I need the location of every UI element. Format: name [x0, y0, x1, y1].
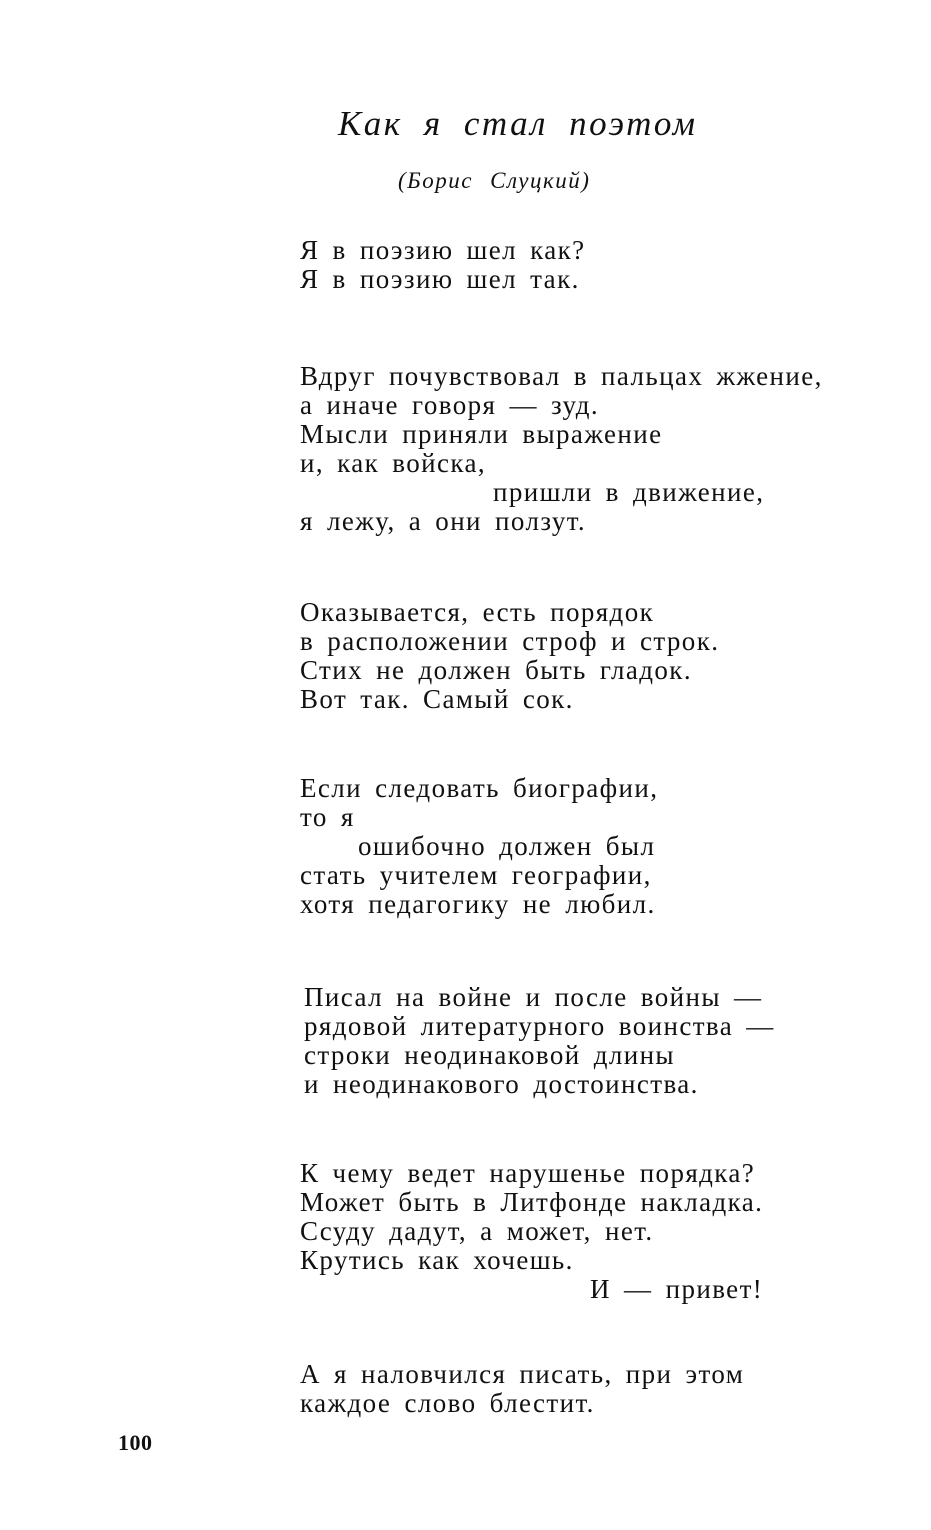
poem-line: И — привет!	[590, 1274, 764, 1304]
stanza-4	[300, 774, 900, 919]
stanza-1	[300, 236, 900, 294]
poem-line: Крутись как хочешь.	[300, 1245, 574, 1275]
poem-line: хотя педагогику не любил.	[300, 889, 656, 919]
poem-line: А я наловчился писать, при этом	[300, 1359, 745, 1389]
stanza-5	[304, 983, 900, 1099]
poem-line: Оказывается, есть порядок	[300, 597, 655, 627]
poem-line: в расположении строф и строк.	[300, 626, 720, 656]
poem-line: ошибочно должен был	[358, 831, 656, 861]
poem-line: Может быть в Литфонде накладка.	[300, 1187, 764, 1217]
poem-line: Писал на войне и после войны —	[304, 982, 763, 1012]
poem-line: пришли в движение,	[493, 477, 765, 507]
page-number: 100	[118, 1430, 153, 1455]
poem-line: стать учителем географии,	[300, 860, 652, 890]
poem-body	[300, 228, 900, 1418]
poem-line: Вот так. Самый сок.	[300, 684, 574, 714]
poem-line: Стих не должен быть гладок.	[300, 655, 692, 685]
poem-author: (Борис Слуцкий)	[398, 168, 591, 193]
poem-line: а иначе говоря — зуд.	[300, 390, 600, 420]
poem-line: рядовой литературного воинства —	[304, 1011, 775, 1041]
poem-line: и неодинакового достоинства.	[304, 1069, 699, 1099]
poem-line: то я	[300, 802, 355, 832]
poem-line: Если следовать биографии,	[300, 773, 659, 803]
poem-line: я лежу, а они ползут.	[300, 506, 587, 536]
stanza-2	[300, 362, 900, 536]
poem-line: каждое слово блестит.	[300, 1388, 595, 1418]
poem-line: Я в поэзию шел так.	[300, 264, 580, 294]
poem-line: Ссуду дадут, а может, нет.	[300, 1216, 654, 1246]
poem-line: Я в поэзию шел как?	[300, 235, 586, 265]
poem-line: и, как войска,	[300, 448, 487, 478]
poem-line: Мысли приняли выражение	[300, 419, 663, 449]
poem-line: Вдруг почувствовал в пальцах жжение,	[300, 361, 823, 391]
stanza-6	[300, 1159, 900, 1304]
poem-line: строки неодинаковой длины	[304, 1040, 675, 1070]
stanza-7	[300, 1360, 900, 1418]
poem-title: Как я стал поэтом	[338, 104, 698, 143]
poem-line: К чему ведет нарушенье порядка?	[300, 1158, 756, 1188]
stanza-3	[300, 598, 900, 714]
